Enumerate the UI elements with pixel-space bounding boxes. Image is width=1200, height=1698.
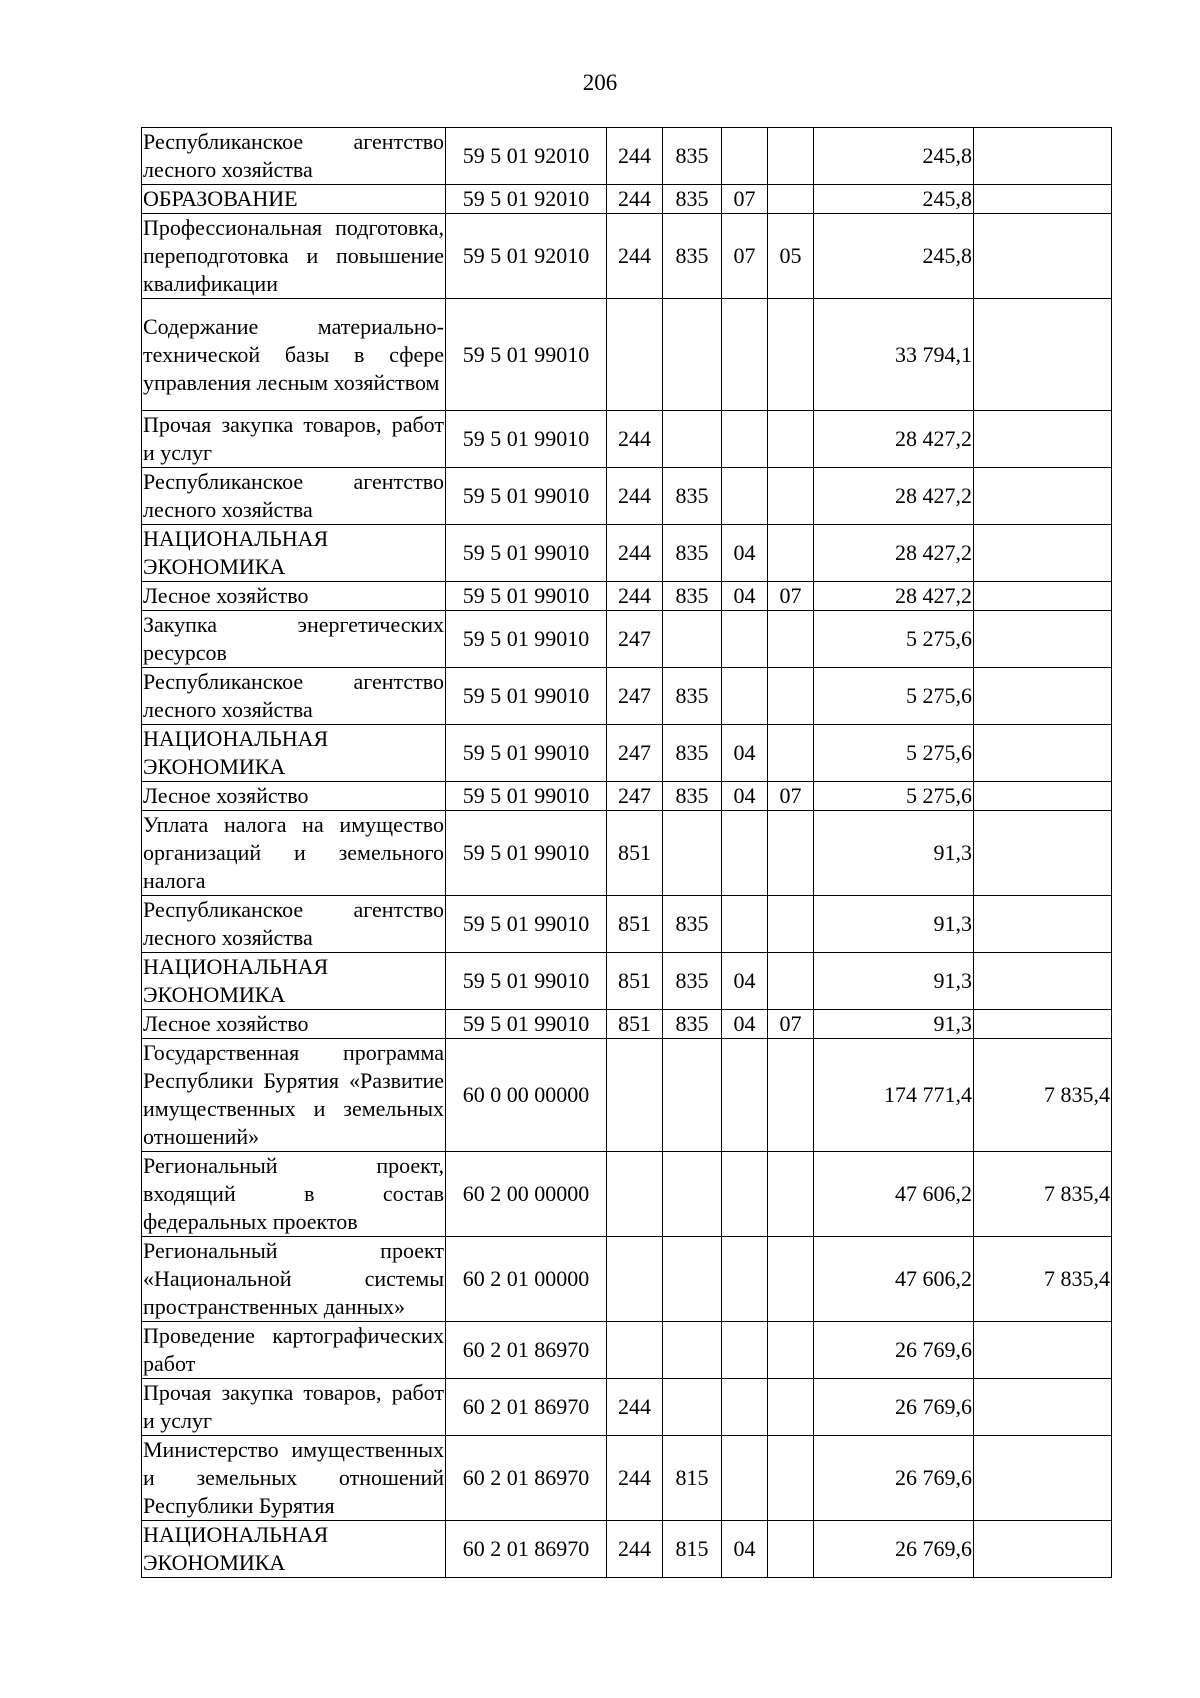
amount-federal [974,214,1112,299]
expense-type: 247 [607,725,663,782]
budget-admin-code: 835 [663,1010,722,1039]
amount: 47 606,2 [814,1152,974,1237]
subsection-code: 07 [768,582,814,611]
row-name: Проведение картографических работ [142,1322,446,1379]
amount-federal [974,811,1112,896]
target-code: 59 5 01 99010 [446,725,607,782]
table-row [142,468,1112,525]
amount-federal [974,1436,1112,1521]
target-code: 60 2 00 00000 [446,1152,607,1237]
row-name: Содержание материально-технической базы в сфере управления лесным хозяйством [142,299,446,411]
section-code [722,611,768,668]
expense-type [607,299,663,411]
target-code: 59 5 01 99010 [446,811,607,896]
amount: 5 275,6 [814,782,974,811]
section-code: 07 [722,214,768,299]
table-row [142,1237,1112,1322]
amount: 245,8 [814,185,974,214]
expense-type [607,1237,663,1322]
section-code [722,468,768,525]
subsection-code: 07 [768,782,814,811]
budget-admin-code [663,1322,722,1379]
row-name: Республиканское агентство лесного хозяйства [142,668,446,725]
subsection-code [768,468,814,525]
target-code: 60 2 01 86970 [446,1436,607,1521]
amount: 91,3 [814,811,974,896]
target-code: 59 5 01 99010 [446,411,607,468]
section-code [722,1322,768,1379]
budget-admin-code [663,811,722,896]
amount: 28 427,2 [814,468,974,525]
section-code: 04 [722,525,768,582]
amount: 245,8 [814,214,974,299]
budget-admin-code: 815 [663,1521,722,1578]
page-number: 206 [582,70,618,95]
amount-federal [974,185,1112,214]
target-code: 59 5 01 99010 [446,668,607,725]
expense-type [607,1152,663,1237]
table-row [142,1010,1112,1039]
table-row [142,582,1112,611]
table-row [142,1436,1112,1521]
amount: 245,8 [814,128,974,185]
row-name: Уплата налога на имущество организаций и земельного налога [142,811,446,896]
table-row [142,1322,1112,1379]
target-code: 59 5 01 99010 [446,525,607,582]
row-name: Республиканское агентство лесного хозяйства [142,896,446,953]
budget-admin-code [663,1039,722,1152]
amount-federal [974,1379,1112,1436]
budget-admin-code: 835 [663,582,722,611]
section-code [722,1039,768,1152]
expense-type: 851 [607,811,663,896]
budget-admin-code [663,1237,722,1322]
row-name: НАЦИОНАЛЬНАЯ ЭКОНОМИКА [142,953,446,1010]
section-code [722,668,768,725]
budget-admin-code [663,1152,722,1237]
amount-federal [974,1010,1112,1039]
subsection-code [768,411,814,468]
row-name: Лесное хозяйство [142,1010,446,1039]
section-code: 04 [722,1010,768,1039]
amount: 91,3 [814,896,974,953]
row-name: Министерство имущественных и земельных отношений Республики Бурятия [142,1436,446,1521]
amount-federal [974,725,1112,782]
expense-type: 247 [607,782,663,811]
section-code [722,1379,768,1436]
subsection-code [768,1039,814,1152]
expense-type: 247 [607,611,663,668]
subsection-code [768,953,814,1010]
budget-admin-code: 835 [663,214,722,299]
table-row [142,525,1112,582]
amount: 91,3 [814,1010,974,1039]
budget-admin-code [663,411,722,468]
amount: 5 275,6 [814,668,974,725]
target-code: 59 5 01 99010 [446,782,607,811]
amount: 28 427,2 [814,525,974,582]
expense-type: 244 [607,525,663,582]
row-name: НАЦИОНАЛЬНАЯ ЭКОНОМИКА [142,525,446,582]
section-code: 07 [722,185,768,214]
table-row [142,953,1112,1010]
amount-federal [974,611,1112,668]
target-code: 59 5 01 99010 [446,468,607,525]
amount-federal: 7 835,4 [974,1039,1112,1152]
section-code: 04 [722,782,768,811]
amount-federal [974,525,1112,582]
section-code: 04 [722,725,768,782]
target-code: 59 5 01 92010 [446,128,607,185]
expense-type: 244 [607,1521,663,1578]
subsection-code: 07 [768,1010,814,1039]
row-name: Профессиональная подготовка, переподготовка и повышение квалификации [142,214,446,299]
amount-federal [974,411,1112,468]
target-code: 60 2 01 86970 [446,1521,607,1578]
budget-admin-code: 835 [663,668,722,725]
budget-admin-code: 835 [663,896,722,953]
row-name: Прочая закупка товаров, работ и услуг [142,411,446,468]
amount-federal: 7 835,4 [974,1152,1112,1237]
amount-federal: 7 835,4 [974,1237,1112,1322]
amount-federal [974,299,1112,411]
budget-admin-code: 835 [663,725,722,782]
section-code [722,299,768,411]
row-name: Республиканское агентство лесного хозяйства [142,468,446,525]
budget-admin-code: 835 [663,128,722,185]
subsection-code [768,1379,814,1436]
section-code: 04 [722,1521,768,1578]
section-code [722,1237,768,1322]
subsection-code [768,128,814,185]
subsection-code [768,668,814,725]
section-code [722,128,768,185]
row-name: Региональный проект, входящий в состав федеральных проектов [142,1152,446,1237]
target-code: 60 2 01 00000 [446,1237,607,1322]
amount: 5 275,6 [814,725,974,782]
subsection-code [768,725,814,782]
amount: 174 771,4 [814,1039,974,1152]
budget-admin-code: 835 [663,782,722,811]
table-row [142,299,1112,411]
amount-federal [974,896,1112,953]
budget-admin-code [663,1379,722,1436]
table-row [142,1152,1112,1237]
amount: 91,3 [814,953,974,1010]
table-body [142,128,1112,1578]
section-code: 04 [722,582,768,611]
expense-type: 851 [607,953,663,1010]
amount: 26 769,6 [814,1521,974,1578]
expense-type: 244 [607,128,663,185]
subsection-code [768,185,814,214]
target-code: 59 5 01 92010 [446,185,607,214]
target-code: 60 2 01 86970 [446,1379,607,1436]
amount-federal [974,953,1112,1010]
section-code [722,411,768,468]
expense-type: 244 [607,411,663,468]
section-code [722,1152,768,1237]
amount: 26 769,6 [814,1379,974,1436]
table-row [142,1039,1112,1152]
amount: 26 769,6 [814,1436,974,1521]
table-row [142,782,1112,811]
section-code [722,1436,768,1521]
row-name: Лесное хозяйство [142,782,446,811]
section-code: 04 [722,953,768,1010]
target-code: 59 5 01 99010 [446,611,607,668]
amount: 47 606,2 [814,1237,974,1322]
expense-type [607,1039,663,1152]
table-row [142,185,1112,214]
amount-federal [974,1521,1112,1578]
subsection-code [768,1152,814,1237]
table-row [142,128,1112,185]
amount-federal [974,1322,1112,1379]
subsection-code [768,611,814,668]
amount-federal [974,668,1112,725]
amount: 33 794,1 [814,299,974,411]
target-code: 59 5 01 99010 [446,1010,607,1039]
subsection-code [768,1237,814,1322]
amount-federal [974,468,1112,525]
expense-type: 244 [607,582,663,611]
row-name: Прочая закупка товаров, работ и услуг [142,1379,446,1436]
target-code: 59 5 01 92010 [446,214,607,299]
budget-table [141,127,1112,1578]
subsection-code [768,525,814,582]
section-code [722,811,768,896]
budget-admin-code [663,299,722,411]
expense-type: 244 [607,214,663,299]
budget-admin-code [663,611,722,668]
amount-federal [974,128,1112,185]
table-row [142,1379,1112,1436]
row-name: Закупка энергетических ресурсов [142,611,446,668]
expense-type: 244 [607,1436,663,1521]
target-code: 59 5 01 99010 [446,953,607,1010]
amount: 28 427,2 [814,411,974,468]
expense-type: 244 [607,1379,663,1436]
amount: 26 769,6 [814,1322,974,1379]
subsection-code: 05 [768,214,814,299]
subsection-code [768,1521,814,1578]
budget-admin-code: 815 [663,1436,722,1521]
table-row [142,668,1112,725]
budget-admin-code: 835 [663,525,722,582]
expense-type: 244 [607,185,663,214]
budget-admin-code: 835 [663,468,722,525]
table-row [142,411,1112,468]
target-code: 59 5 01 99010 [446,896,607,953]
row-name: Региональный проект «Национальной системы пространственных данных» [142,1237,446,1322]
amount-federal [974,782,1112,811]
target-code: 59 5 01 99010 [446,582,607,611]
target-code: 59 5 01 99010 [446,299,607,411]
table-row [142,811,1112,896]
section-code [722,896,768,953]
amount: 5 275,6 [814,611,974,668]
table-row [142,214,1112,299]
table-row [142,1521,1112,1578]
expense-type [607,1322,663,1379]
row-name: Лесное хозяйство [142,582,446,611]
row-name: Республиканское агентство лесного хозяйства [142,128,446,185]
row-name: НАЦИОНАЛЬНАЯ ЭКОНОМИКА [142,1521,446,1578]
table-row [142,611,1112,668]
row-name: НАЦИОНАЛЬНАЯ ЭКОНОМИКА [142,725,446,782]
expense-type: 244 [607,468,663,525]
row-name: ОБРАЗОВАНИЕ [142,185,446,214]
table-row [142,896,1112,953]
subsection-code [768,299,814,411]
expense-type: 851 [607,1010,663,1039]
table-row [142,725,1112,782]
expense-type: 247 [607,668,663,725]
target-code: 60 2 01 86970 [446,1322,607,1379]
amount-federal [974,582,1112,611]
target-code: 60 0 00 00000 [446,1039,607,1152]
subsection-code [768,1436,814,1521]
row-name: Государственная программа Республики Бурятия «Развитие имущественных и земельных отношений» [142,1039,446,1152]
budget-admin-code: 835 [663,953,722,1010]
expense-type: 851 [607,896,663,953]
budget-admin-code: 835 [663,185,722,214]
subsection-code [768,1322,814,1379]
subsection-code [768,896,814,953]
amount: 28 427,2 [814,582,974,611]
subsection-code [768,811,814,896]
